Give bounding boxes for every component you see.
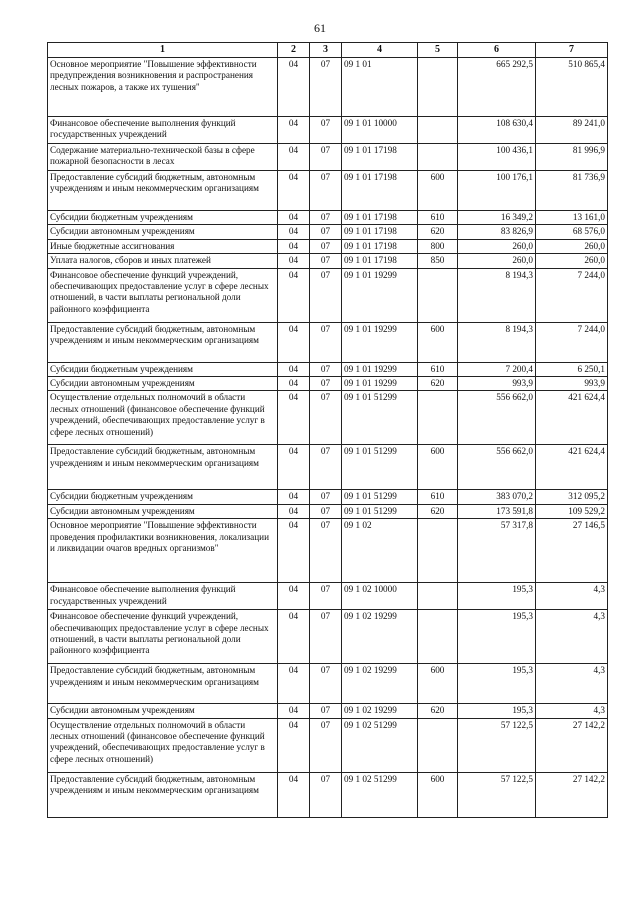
- row-c2-cell: 04: [278, 664, 310, 704]
- row-name-cell: Предоставление субсидий бюджетным, автономным учреждениям и иным некоммерческим организациям: [48, 171, 278, 211]
- row-c6-cell: 260,0: [458, 254, 536, 268]
- row-c7-cell: 4,3: [536, 610, 608, 664]
- row-c5-cell: [418, 117, 458, 144]
- row-c6-cell: 665 292,5: [458, 58, 536, 117]
- row-c6-cell: 195,3: [458, 704, 536, 718]
- table-row: [48, 490, 608, 504]
- row-c2-cell: 04: [278, 718, 310, 772]
- row-c3-cell: 07: [310, 391, 342, 445]
- row-c7-cell: 260,0: [536, 254, 608, 268]
- row-c6-cell: 57 122,5: [458, 772, 536, 817]
- row-c2-cell: 04: [278, 490, 310, 504]
- column-header: 3: [310, 43, 342, 58]
- row-c2-cell: 04: [278, 225, 310, 239]
- row-c4-cell: 09 1 02 51299: [342, 718, 418, 772]
- row-c7-cell: 27 142,2: [536, 718, 608, 772]
- row-name-cell: Уплата налогов, сборов и иных платежей: [48, 254, 278, 268]
- table-row: [48, 322, 608, 362]
- row-c4-cell: 09 1 01 17198: [342, 171, 418, 211]
- row-c2-cell: 04: [278, 504, 310, 518]
- row-c3-cell: 07: [310, 225, 342, 239]
- row-c7-cell: 260,0: [536, 239, 608, 253]
- table-row: [48, 610, 608, 664]
- row-name-cell: Финансовое обеспечение выполнения функций государственных учреждений: [48, 583, 278, 610]
- row-c5-cell: 800: [418, 239, 458, 253]
- row-c4-cell: 09 1 01 51299: [342, 445, 418, 490]
- row-c5-cell: 620: [418, 377, 458, 391]
- table-row: [48, 58, 608, 117]
- row-c7-cell: 421 624,4: [536, 445, 608, 490]
- table-row: [48, 391, 608, 445]
- row-name-cell: Финансовое обеспечение выполнения функций государственных учреждений: [48, 117, 278, 144]
- row-c4-cell: 09 1 01 17198: [342, 144, 418, 171]
- row-c3-cell: 07: [310, 377, 342, 391]
- row-c3-cell: 07: [310, 239, 342, 253]
- row-name-cell: Предоставление субсидий бюджетным, автономным учреждениям и иным некоммерческим организациям: [48, 322, 278, 362]
- row-c3-cell: 07: [310, 268, 342, 322]
- row-c6-cell: 383 070,2: [458, 490, 536, 504]
- row-c2-cell: 04: [278, 704, 310, 718]
- row-c5-cell: [418, 519, 458, 583]
- row-c6-cell: 556 662,0: [458, 445, 536, 490]
- row-c4-cell: 09 1 01 51299: [342, 504, 418, 518]
- row-name-cell: Предоставление субсидий бюджетным, автономным учреждениям и иным некоммерческим организациям: [48, 772, 278, 817]
- row-c2-cell: 04: [278, 772, 310, 817]
- row-c4-cell: 09 1 02 19299: [342, 610, 418, 664]
- row-c2-cell: 04: [278, 171, 310, 211]
- row-c6-cell: 108 630,4: [458, 117, 536, 144]
- row-c4-cell: 09 1 02: [342, 519, 418, 583]
- column-header: 5: [418, 43, 458, 58]
- table-row: [48, 171, 608, 211]
- row-c7-cell: 68 576,0: [536, 225, 608, 239]
- row-c3-cell: 07: [310, 583, 342, 610]
- row-c5-cell: 850: [418, 254, 458, 268]
- row-c2-cell: 04: [278, 583, 310, 610]
- row-c6-cell: 57 122,5: [458, 718, 536, 772]
- row-c3-cell: 07: [310, 519, 342, 583]
- row-name-cell: Предоставление субсидий бюджетным, автономным учреждениям и иным некоммерческим организациям: [48, 664, 278, 704]
- row-c4-cell: 09 1 01 17198: [342, 225, 418, 239]
- column-header: 4: [342, 43, 418, 58]
- row-c5-cell: 610: [418, 211, 458, 225]
- table-row: [48, 254, 608, 268]
- row-c5-cell: 600: [418, 772, 458, 817]
- row-c2-cell: 04: [278, 322, 310, 362]
- row-c7-cell: 4,3: [536, 664, 608, 704]
- row-c5-cell: [418, 58, 458, 117]
- page-number: 61: [314, 21, 326, 35]
- row-c3-cell: 07: [310, 772, 342, 817]
- row-c4-cell: 09 1 01 51299: [342, 391, 418, 445]
- row-c7-cell: 109 529,2: [536, 504, 608, 518]
- table-row: [48, 772, 608, 817]
- table-row: [48, 225, 608, 239]
- row-c7-cell: 4,3: [536, 583, 608, 610]
- row-c3-cell: 07: [310, 322, 342, 362]
- table-row: [48, 362, 608, 376]
- row-name-cell: Финансовое обеспечение функций учреждений, обеспечивающих предоставление услуг в сфере лесных отношений, в части выплаты региональной доли районного коэффициента: [48, 268, 278, 322]
- row-c7-cell: 27 146,5: [536, 519, 608, 583]
- row-c6-cell: 556 662,0: [458, 391, 536, 445]
- row-c2-cell: 04: [278, 254, 310, 268]
- table-header-row: [48, 43, 608, 58]
- row-c5-cell: [418, 610, 458, 664]
- row-c6-cell: 7 200,4: [458, 362, 536, 376]
- row-c4-cell: 09 1 01 19299: [342, 362, 418, 376]
- row-name-cell: Предоставление субсидий бюджетным, автономным учреждениям и иным некоммерческим организациям: [48, 445, 278, 490]
- row-c7-cell: 4,3: [536, 704, 608, 718]
- row-c3-cell: 07: [310, 704, 342, 718]
- row-name-cell: Субсидии автономным учреждениям: [48, 704, 278, 718]
- row-c4-cell: 09 1 01 51299: [342, 490, 418, 504]
- row-c3-cell: 07: [310, 445, 342, 490]
- row-c6-cell: 57 317,8: [458, 519, 536, 583]
- row-c4-cell: 09 1 02 51299: [342, 772, 418, 817]
- row-c4-cell: 09 1 01 17198: [342, 254, 418, 268]
- row-c6-cell: 100 436,1: [458, 144, 536, 171]
- table-row: [48, 239, 608, 253]
- row-c5-cell: [418, 144, 458, 171]
- table-row: [48, 519, 608, 583]
- row-c7-cell: 13 161,0: [536, 211, 608, 225]
- row-c2-cell: 04: [278, 362, 310, 376]
- row-c2-cell: 04: [278, 211, 310, 225]
- budget-table: [47, 42, 608, 818]
- row-c3-cell: 07: [310, 362, 342, 376]
- row-name-cell: Иные бюджетные ассигнования: [48, 239, 278, 253]
- row-c2-cell: 04: [278, 58, 310, 117]
- column-header: 6: [458, 43, 536, 58]
- row-c5-cell: 610: [418, 362, 458, 376]
- row-c4-cell: 09 1 01 17198: [342, 211, 418, 225]
- row-c3-cell: 07: [310, 171, 342, 211]
- row-c2-cell: 04: [278, 519, 310, 583]
- row-c6-cell: 260,0: [458, 239, 536, 253]
- table-row: [48, 377, 608, 391]
- column-header: 2: [278, 43, 310, 58]
- row-c3-cell: 07: [310, 610, 342, 664]
- row-name-cell: Субсидии автономным учреждениям: [48, 377, 278, 391]
- table-row: [48, 445, 608, 490]
- row-c7-cell: 81 736,9: [536, 171, 608, 211]
- row-c4-cell: 09 1 02 10000: [342, 583, 418, 610]
- row-c4-cell: 09 1 01 10000: [342, 117, 418, 144]
- row-c6-cell: 993,9: [458, 377, 536, 391]
- row-c3-cell: 07: [310, 58, 342, 117]
- row-c2-cell: 04: [278, 610, 310, 664]
- table-row: [48, 704, 608, 718]
- row-name-cell: Субсидии бюджетным учреждениям: [48, 211, 278, 225]
- row-name-cell: Финансовое обеспечение функций учреждений, обеспечивающих предоставление услуг в сфере лесных отношений, в части выплаты региональной доли районного коэффициента: [48, 610, 278, 664]
- table-row: [48, 718, 608, 772]
- row-c5-cell: 600: [418, 322, 458, 362]
- row-c6-cell: 195,3: [458, 610, 536, 664]
- table-row: [48, 664, 608, 704]
- row-c6-cell: 83 826,9: [458, 225, 536, 239]
- row-c5-cell: [418, 268, 458, 322]
- row-c7-cell: 6 250,1: [536, 362, 608, 376]
- row-c3-cell: 07: [310, 211, 342, 225]
- row-c4-cell: 09 1 01 17198: [342, 239, 418, 253]
- row-name-cell: Осуществление отдельных полномочий в области лесных отношений (финансовое обеспечение функций учреждений, обеспечивающих предоставление услуг в сфере лесных отношений): [48, 718, 278, 772]
- row-c7-cell: 993,9: [536, 377, 608, 391]
- row-c5-cell: 600: [418, 664, 458, 704]
- row-c3-cell: 07: [310, 664, 342, 704]
- table-row: [48, 583, 608, 610]
- row-c6-cell: 8 194,3: [458, 268, 536, 322]
- row-c2-cell: 04: [278, 377, 310, 391]
- row-c7-cell: 7 244,0: [536, 268, 608, 322]
- row-c3-cell: 07: [310, 117, 342, 144]
- table-body: [48, 58, 608, 818]
- row-c5-cell: 620: [418, 225, 458, 239]
- row-c6-cell: 16 349,2: [458, 211, 536, 225]
- row-c3-cell: 07: [310, 254, 342, 268]
- row-c7-cell: 510 865,4: [536, 58, 608, 117]
- row-c5-cell: [418, 583, 458, 610]
- row-c7-cell: 81 996,9: [536, 144, 608, 171]
- table-row: [48, 268, 608, 322]
- row-c2-cell: 04: [278, 239, 310, 253]
- row-c3-cell: 07: [310, 144, 342, 171]
- row-c2-cell: 04: [278, 144, 310, 171]
- row-c5-cell: 600: [418, 171, 458, 211]
- row-c6-cell: 195,3: [458, 664, 536, 704]
- row-name-cell: Субсидии автономным учреждениям: [48, 504, 278, 518]
- row-c4-cell: 09 1 02 19299: [342, 704, 418, 718]
- row-c6-cell: 8 194,3: [458, 322, 536, 362]
- column-header: 7: [536, 43, 608, 58]
- row-c3-cell: 07: [310, 490, 342, 504]
- row-c5-cell: 620: [418, 504, 458, 518]
- row-c4-cell: 09 1 02 19299: [342, 664, 418, 704]
- row-c5-cell: 600: [418, 445, 458, 490]
- table-row: [48, 504, 608, 518]
- row-c6-cell: 173 591,8: [458, 504, 536, 518]
- row-c7-cell: 7 244,0: [536, 322, 608, 362]
- row-c5-cell: [418, 391, 458, 445]
- row-c5-cell: 610: [418, 490, 458, 504]
- row-c4-cell: 09 1 01 19299: [342, 377, 418, 391]
- row-name-cell: Основное мероприятие "Повышение эффективности предупреждения возникновения и распространения лесных пожаров, а также их тушения": [48, 58, 278, 117]
- row-c7-cell: 421 624,4: [536, 391, 608, 445]
- row-name-cell: Субсидии бюджетным учреждениям: [48, 490, 278, 504]
- table-row: [48, 117, 608, 144]
- table-row: [48, 211, 608, 225]
- row-c3-cell: 07: [310, 718, 342, 772]
- row-c2-cell: 04: [278, 445, 310, 490]
- table-row: [48, 144, 608, 171]
- row-c5-cell: 620: [418, 704, 458, 718]
- row-name-cell: Содержание материально-технической базы в сфере пожарной безопасности в лесах: [48, 144, 278, 171]
- row-c4-cell: 09 1 01 19299: [342, 268, 418, 322]
- row-c5-cell: [418, 718, 458, 772]
- row-name-cell: Субсидии бюджетным учреждениям: [48, 362, 278, 376]
- row-name-cell: Осуществление отдельных полномочий в области лесных отношений (финансовое обеспечение функций учреждений, обеспечивающих предоставление услуг в сфере лесных отношений): [48, 391, 278, 445]
- row-c6-cell: 100 176,1: [458, 171, 536, 211]
- row-c7-cell: 312 095,2: [536, 490, 608, 504]
- row-c2-cell: 04: [278, 117, 310, 144]
- row-c2-cell: 04: [278, 268, 310, 322]
- row-name-cell: Основное мероприятие "Повышение эффективности проведения профилактики возникновения, локализации и ликвидации очагов вредных организмов": [48, 519, 278, 583]
- row-c7-cell: 89 241,0: [536, 117, 608, 144]
- row-c6-cell: 195,3: [458, 583, 536, 610]
- row-c4-cell: 09 1 01: [342, 58, 418, 117]
- row-c7-cell: 27 142,2: [536, 772, 608, 817]
- row-c2-cell: 04: [278, 391, 310, 445]
- row-c3-cell: 07: [310, 504, 342, 518]
- row-c4-cell: 09 1 01 19299: [342, 322, 418, 362]
- column-header: 1: [48, 43, 278, 58]
- row-name-cell: Субсидии автономным учреждениям: [48, 225, 278, 239]
